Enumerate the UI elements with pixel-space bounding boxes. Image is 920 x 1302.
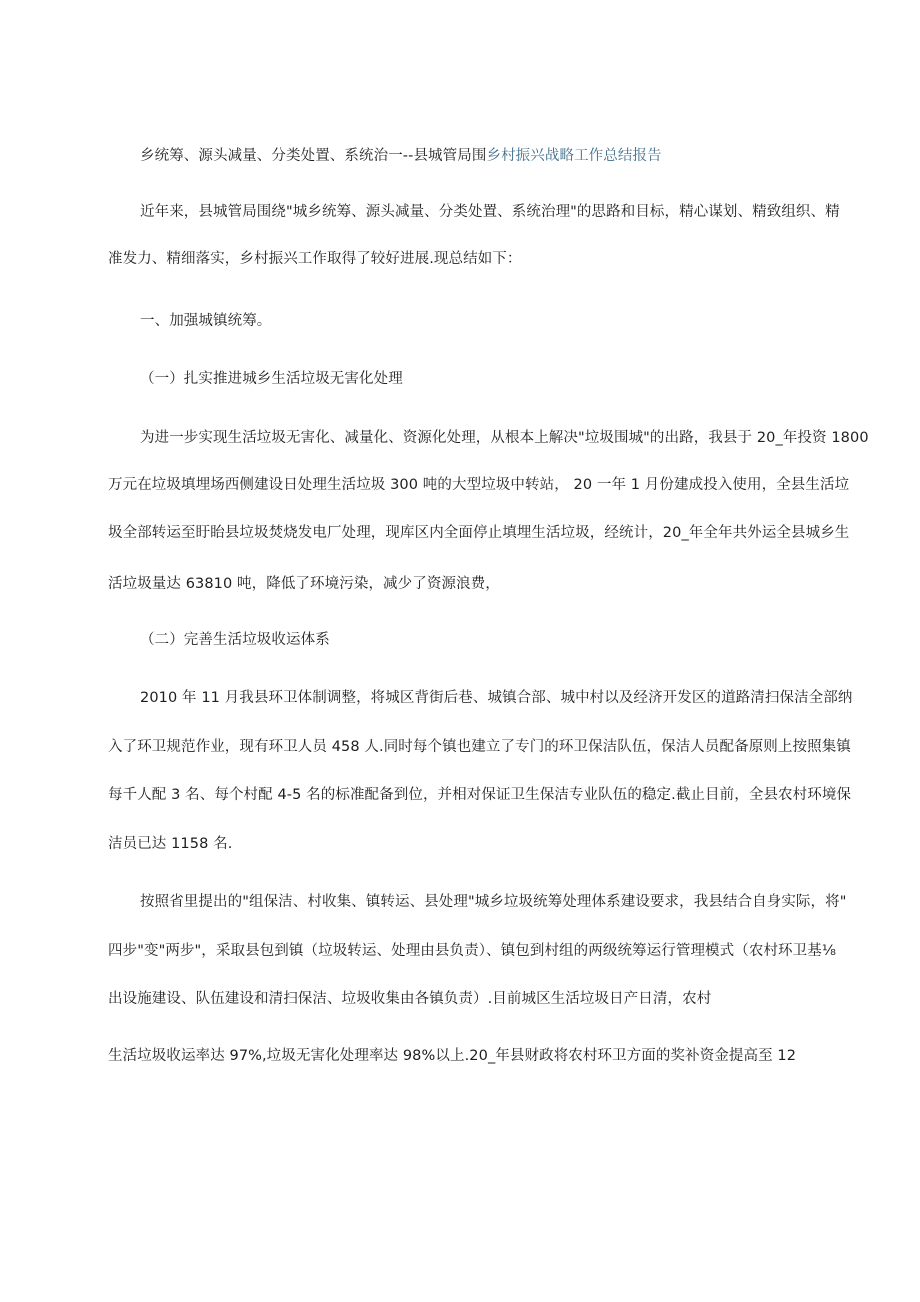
paragraph-2-line-1: 2010 年 11 月我县环卫体制调整，将城区背街后巷、城镇合部、城中村以及经济开发区的道路清扫保洁全部纳 — [140, 690, 853, 706]
paragraph-1-line-1: 为进一步实现生活垃圾无害化、减量化、资源化处理，从根本上解决"垃圾围城"的出路，我县于 20_年投资 1800 — [140, 430, 869, 446]
paragraph-4-line-1: 生活垃圾收运率达 97%,垃圾无害化处理率达 98%以上.20_年县财政将农村环卫方面的奖补资金提高至 12 — [108, 1048, 797, 1064]
title-prefix: 乡统筹、源头减量、分类处置、系统治一--县城管局围 — [140, 148, 487, 164]
paragraph-3-line-3: 出设施建设、队伍建设和清扫保洁、垃圾收集由各镇负责）.目前城区生活垃圾日产日清，农村 — [108, 991, 712, 1007]
paragraph-1-line-3: 圾全部转运至盱眙县垃圾焚烧发电厂处理，现库区内全面停止填埋生活垃圾，经统计，20_年全年共外运全县城乡生 — [108, 525, 850, 541]
paragraph-2-line-4: 洁员已达 1158 名. — [108, 836, 233, 852]
paragraph-intro-line-1: 近年来，县城管局围绕"城乡统筹、源头减量、分类处置、系统治理"的思路和目标，精心谋划、精致组织、精 — [140, 204, 840, 220]
document-title — [140, 146, 662, 166]
paragraph-3-line-2: 四步"变"两步"，采取县包到镇（垃圾转运、处理由县负责）、镇包到村组的两级统筹运行管理模式（农村环卫基⅛ — [108, 943, 837, 959]
paragraph-2-line-3: 每千人配 3 名、每个村配 4-5 名的标准配备到位，并相对保证卫生保洁专业队伍的稳定.截止目前，全县农村环境保 — [108, 787, 852, 803]
paragraph-1-line-2: 万元在垃圾填埋场西侧建设日处理生活垃圾 300 吨的大型垃圾中转站， 20 一年 1 月份建成投入使用，全县生活垃 — [108, 477, 850, 493]
paragraph-1-line-4: 活垃圾量达 63810 吨，降低了环境污染，减少了资源浪费， — [108, 576, 500, 592]
paragraph-3-line-1: 按照省里提出的"组保洁、村收集、镇转运、县处理"城乡垃圾统筹处理体系建设要求，我县结合自身实际，将" — [140, 894, 847, 910]
section-heading-1: 一、加强城镇统筹。 — [140, 313, 272, 329]
title-accent-link[interactable]: 乡村振兴战略工作总结报告 — [486, 148, 662, 164]
subsection-heading-1: （一）扎实推进城乡生活垃圾无害化处理 — [140, 371, 403, 387]
paragraph-2-line-2: 入了环卫规范作业，现有环卫人员 458 人.同时每个镇也建立了专门的环卫保洁队伍，保洁人员配备原则上按照集镇 — [108, 739, 851, 755]
paragraph-intro-line-2: 准发力、精细落实，乡村振兴工作取得了较好进展.现总结如下： — [108, 251, 522, 267]
subsection-heading-2: （二）完善生活垃圾收运体系 — [140, 632, 330, 648]
